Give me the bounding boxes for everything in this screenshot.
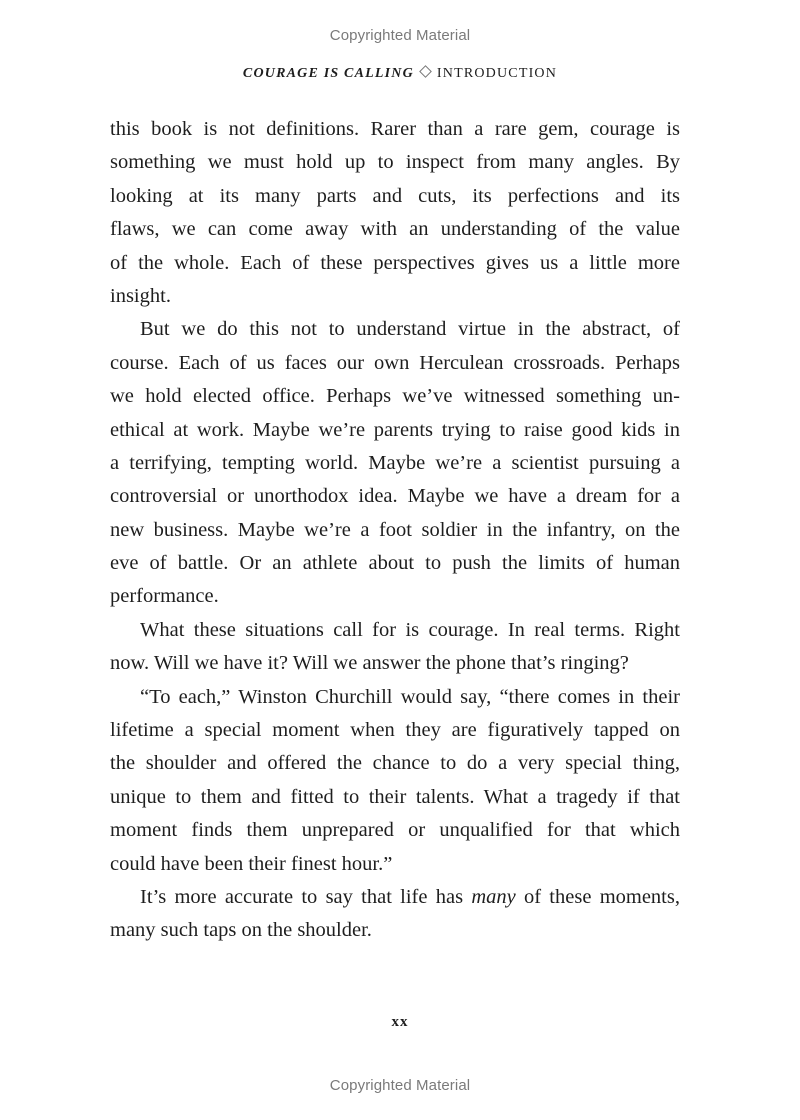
text-line xyxy=(110,881,680,914)
paragraph xyxy=(110,614,680,681)
text-line: now. Will we have it? Will we answer the phone that’s ringing? xyxy=(110,652,629,675)
text-line: controversial or unorthodox idea. Maybe we have a dream for a xyxy=(110,485,680,508)
text-line: ethical at work. Maybe we’re parents trying to raise good kids in xyxy=(110,418,680,441)
text-line: lifetime a special moment when they are figuratively tapped on xyxy=(110,719,680,742)
running-head-section: INTRODUCTION xyxy=(436,66,558,81)
running-head-book-title: COURAGE IS CALLING xyxy=(242,66,414,81)
text-line: What these situations call for is courage. In real terms. Right xyxy=(140,618,680,641)
text-line: something we must hold up to inspect from many angles. By xyxy=(110,151,680,174)
text-line: course. Each of us faces our own Herculean crossroads. Perhaps xyxy=(110,351,680,374)
text-line: unique to them and fitted to their talents. What a tragedy if that xyxy=(110,785,680,808)
diamond-separator-icon xyxy=(419,65,432,78)
text-line: performance. xyxy=(110,585,219,608)
text-run: It’s more accurate to say that life has xyxy=(140,885,472,908)
text-line: “To each,” Winston Churchill would say, “there comes in their xyxy=(140,685,680,708)
text-line: looking at its many parts and cuts, its perfections and its xyxy=(110,184,680,207)
text-line: of the whole. Each of these perspectives gives us a little more xyxy=(110,251,680,274)
paragraph xyxy=(110,881,680,948)
body-text xyxy=(110,113,680,948)
text-run: of these moments, xyxy=(515,885,680,908)
text-line: moment finds them unprepared or unqualified for that which xyxy=(110,819,680,842)
text-line: flaws, we can come away with an understanding of the value xyxy=(110,218,680,241)
text-line: a terrifying, tempting world. Maybe we’re a scientist pursuing a xyxy=(110,451,680,474)
text-line: But we do this not to understand virtue in the abstract, of xyxy=(140,318,680,341)
running-head xyxy=(0,66,800,82)
text-line: eve of battle. Or an athlete about to push the limits of human xyxy=(110,552,680,575)
paragraph xyxy=(110,313,680,614)
paragraph xyxy=(110,113,680,313)
text-line: the shoulder and offered the chance to do a very special thing, xyxy=(110,752,680,775)
text-line: we hold elected office. Perhaps we’ve witnessed something un- xyxy=(110,385,680,408)
text-line: this book is not definitions. Rarer than a rare gem, courage is xyxy=(110,118,680,140)
text-line: insight. xyxy=(110,284,171,307)
text-line: could have been their finest hour.” xyxy=(110,852,393,875)
text-line: many such taps on the shoulder. xyxy=(110,919,372,942)
copyright-watermark-bottom: Copyrighted Material xyxy=(329,1077,471,1094)
text-line: new business. Maybe we’re a foot soldier in the infantry, on the xyxy=(110,518,680,541)
paragraph xyxy=(110,681,680,881)
emphasized-word: many xyxy=(471,885,516,908)
page-number: xx xyxy=(391,1014,409,1030)
copyright-watermark-top: Copyrighted Material xyxy=(329,27,471,44)
